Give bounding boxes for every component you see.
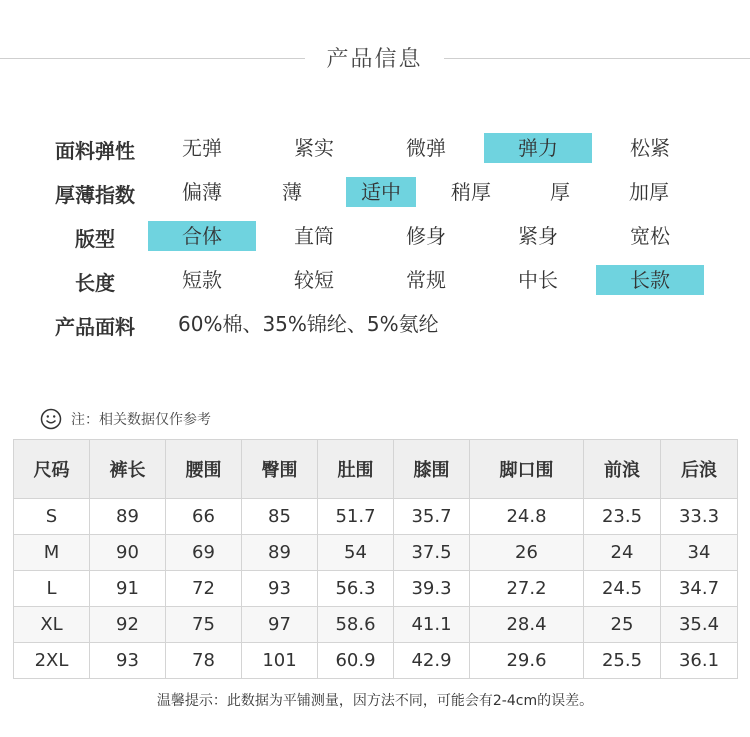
table-cell: 66 [166, 499, 242, 535]
table-cell: 29.6 [470, 643, 584, 679]
table-header-cell: 肚围 [318, 440, 394, 499]
table-cell: 25.5 [584, 643, 661, 679]
table-cell: 60.9 [318, 643, 394, 679]
table-cell: 33.3 [661, 499, 738, 535]
table-row [14, 535, 738, 571]
attribute-option: 中长 [518, 268, 558, 292]
table-cell: 39.3 [394, 571, 470, 607]
table-cell: 27.2 [470, 571, 584, 607]
attribute-option: 厚 [550, 180, 570, 204]
table-row [14, 607, 738, 643]
table-header-cell: 臀围 [242, 440, 318, 499]
table-cell: 93 [242, 571, 318, 607]
table-cell: 37.5 [394, 535, 470, 571]
table-cell: 42.9 [394, 643, 470, 679]
attribute-label: 厚薄指数 [55, 183, 135, 207]
table-header-cell: 膝围 [394, 440, 470, 499]
table-cell: 72 [166, 571, 242, 607]
table-cell: 89 [242, 535, 318, 571]
table-cell: 34.7 [661, 571, 738, 607]
attribute-option: 松紧 [630, 136, 670, 160]
table-cell: 75 [166, 607, 242, 643]
table-cell: 93 [90, 643, 166, 679]
note-text: 注：相关数据仅作参考 [71, 412, 211, 428]
table-header-cell: 前浪 [584, 440, 661, 499]
table-cell: 51.7 [318, 499, 394, 535]
table-cell: 36.1 [661, 643, 738, 679]
attribute-row [0, 132, 750, 164]
attribute-option-selected: 适中 [346, 177, 416, 207]
table-cell: 90 [90, 535, 166, 571]
attribute-label: 产品面料 [55, 315, 135, 339]
attribute-row [0, 308, 750, 340]
attribute-option: 无弹 [182, 136, 222, 160]
table-cell: 28.4 [470, 607, 584, 643]
attribute-option: 宽松 [630, 224, 670, 248]
attribute-option: 直筒 [294, 224, 334, 248]
attribute-row [0, 264, 750, 296]
table-cell: 89 [90, 499, 166, 535]
table-cell: 97 [242, 607, 318, 643]
table-cell: 92 [90, 607, 166, 643]
note [40, 407, 211, 431]
table-row [14, 643, 738, 679]
table-cell: 23.5 [584, 499, 661, 535]
table-cell: 26 [470, 535, 584, 571]
attribute-option-selected: 长款 [596, 265, 704, 295]
table-cell: L [14, 571, 90, 607]
table-cell: 24 [584, 535, 661, 571]
divider-right [444, 58, 750, 59]
table-cell: 35.4 [661, 607, 738, 643]
attribute-row [0, 176, 750, 208]
table-body [14, 499, 738, 679]
attribute-row [0, 220, 750, 252]
table-header-cell: 脚口围 [470, 440, 584, 499]
table-cell: 69 [166, 535, 242, 571]
attribute-option: 微弹 [406, 136, 446, 160]
divider-left [0, 58, 305, 59]
attribute-option: 紧实 [294, 136, 334, 160]
footer-note: 温馨提示：此数据为平铺测量，因方法不同，可能会有2-4cm的误差。 [156, 693, 594, 709]
table-cell: 78 [166, 643, 242, 679]
attribute-label: 面料弹性 [55, 139, 135, 163]
table-header-cell: 后浪 [661, 440, 738, 499]
attribute-option: 修身 [406, 224, 446, 248]
table-header-row [14, 440, 738, 499]
attribute-option: 常规 [406, 268, 446, 292]
attribute-option: 偏薄 [182, 180, 222, 204]
attribute-option: 加厚 [629, 180, 669, 204]
table-cell: 24.5 [584, 571, 661, 607]
smiley-icon [40, 408, 62, 430]
table-cell: 34 [661, 535, 738, 571]
table-cell: 58.6 [318, 607, 394, 643]
table-header-cell: 裤长 [90, 440, 166, 499]
attribute-option-selected: 合体 [148, 221, 256, 251]
table-cell: 35.7 [394, 499, 470, 535]
table-cell: S [14, 499, 90, 535]
size-table [13, 439, 738, 679]
table-cell: 41.1 [394, 607, 470, 643]
table-cell: 54 [318, 535, 394, 571]
table-cell: 24.8 [470, 499, 584, 535]
attribute-label: 长度 [75, 271, 115, 295]
table-cell: 101 [242, 643, 318, 679]
table-header-cell: 腰围 [166, 440, 242, 499]
attribute-option: 紧身 [518, 224, 558, 248]
table-cell: M [14, 535, 90, 571]
attribute-option: 稍厚 [451, 180, 491, 204]
attribute-option-selected: 弹力 [484, 133, 592, 163]
product-info-header [0, 40, 750, 76]
table-cell: 56.3 [318, 571, 394, 607]
material-value: 60%棉、35%锦纶、5%氨纶 [178, 312, 439, 336]
attribute-option: 薄 [282, 180, 302, 204]
table-header-cell: 尺码 [14, 440, 90, 499]
table-row [14, 571, 738, 607]
attribute-label: 版型 [75, 227, 115, 251]
table-row [14, 499, 738, 535]
table-cell: 91 [90, 571, 166, 607]
table-cell: 85 [242, 499, 318, 535]
table-cell: 25 [584, 607, 661, 643]
table-cell: XL [14, 607, 90, 643]
table-cell: 2XL [14, 643, 90, 679]
page-title: 产品信息 [326, 47, 423, 72]
attribute-option: 较短 [294, 268, 334, 292]
attribute-option: 短款 [182, 268, 222, 292]
